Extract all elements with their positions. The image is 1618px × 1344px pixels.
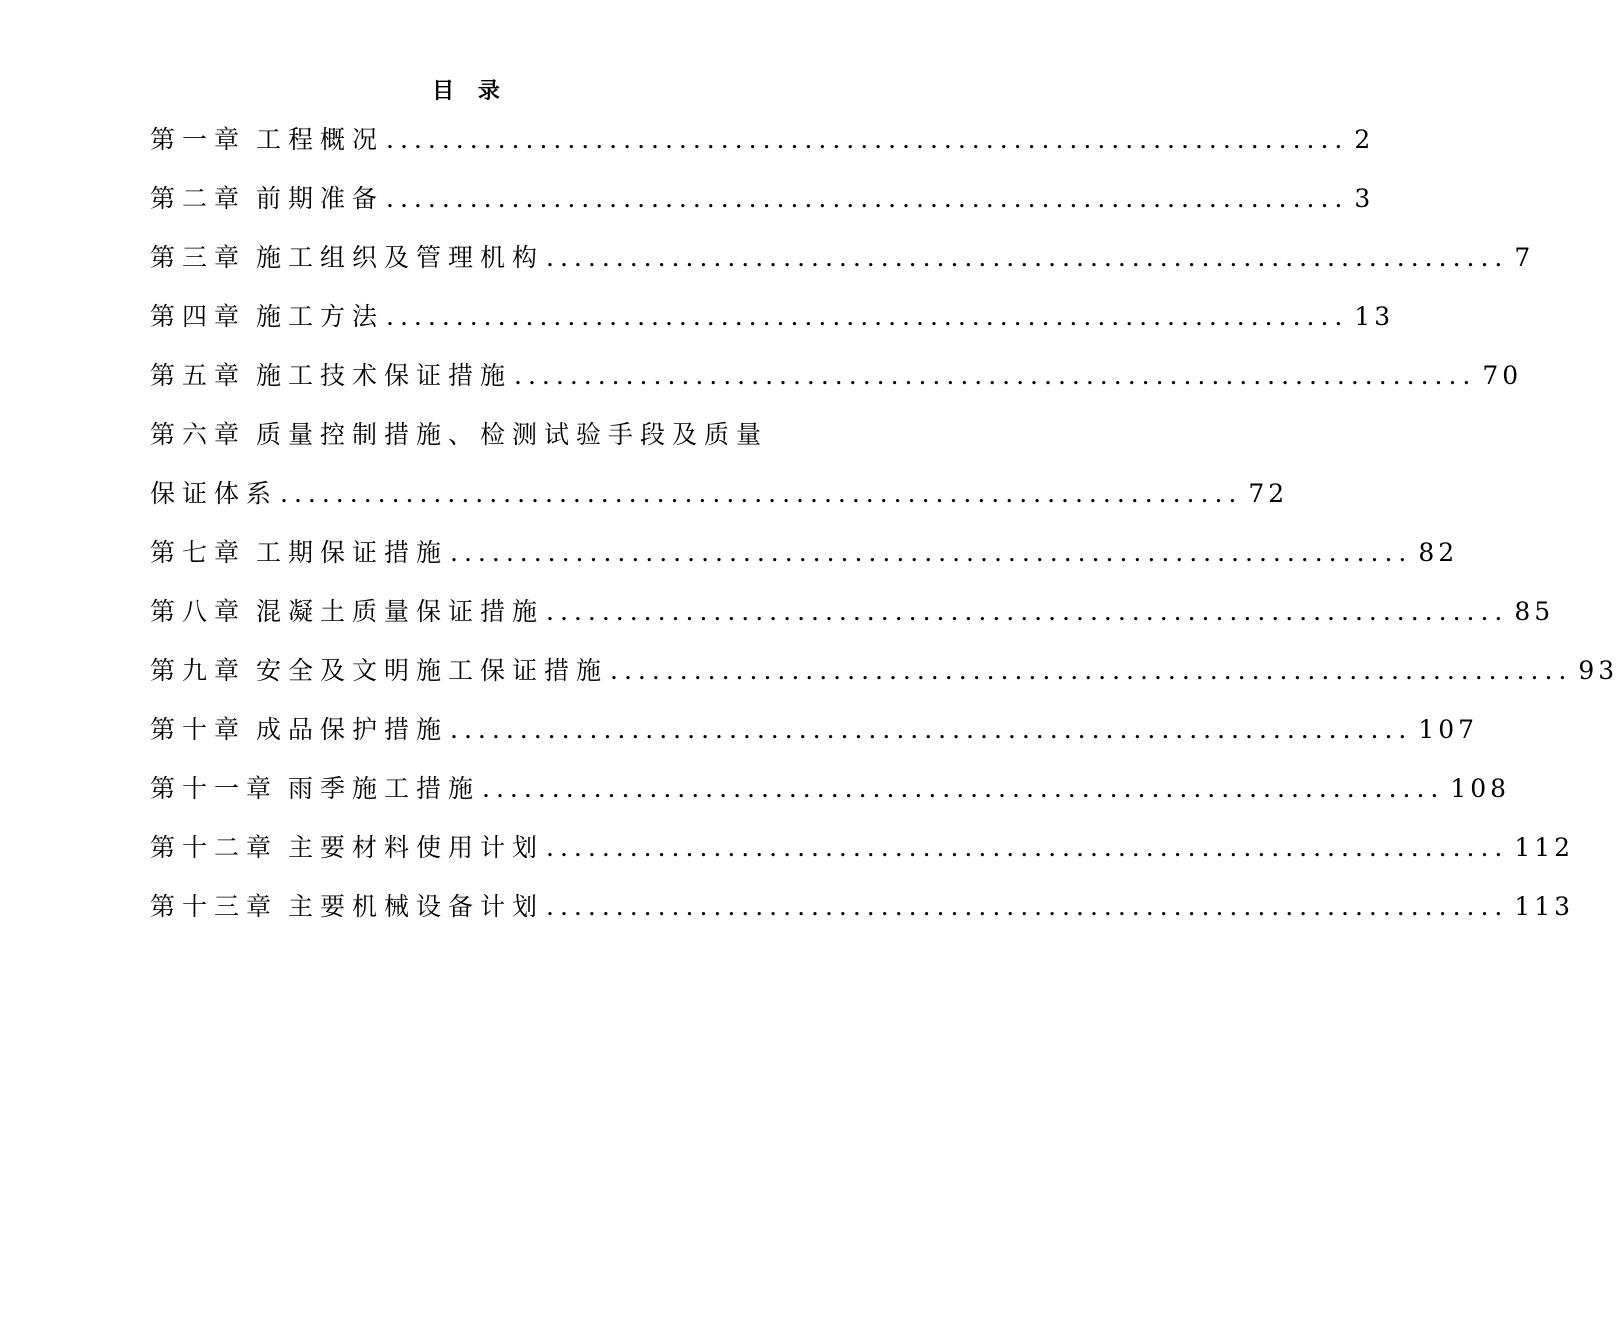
toc-entry-chapter-1[interactable]	[150, 110, 1375, 169]
toc-chapter-title: 施工组织及管理机构	[256, 243, 545, 272]
toc-dot-leader: .....................................................................	[386, 184, 1349, 213]
toc-chapter-label: 第四章	[150, 302, 247, 331]
toc-chapter-title: 前期准备	[256, 184, 385, 213]
toc-dot-leader: .....................................................................	[280, 479, 1243, 508]
toc-chapter-label: 第七章	[150, 538, 247, 567]
toc-chapter-title: 成品保护措施	[256, 715, 449, 744]
toc-page-number: 7	[1514, 243, 1535, 272]
toc-page-number: 107	[1418, 715, 1479, 744]
toc-chapter-label: 第十三章	[150, 892, 279, 921]
toc-entry-chapter-12[interactable]	[150, 818, 1575, 877]
toc-page-number: 108	[1450, 774, 1511, 803]
toc-chapter-label: 第九章	[150, 656, 247, 685]
toc-entry-chapter-11[interactable]	[150, 759, 1511, 818]
toc-chapter-title: 工期保证措施	[256, 538, 449, 567]
toc-chapter-label: 第十一章	[150, 774, 279, 803]
toc-dot-leader: .....................................................................	[546, 597, 1509, 626]
toc-page-number: 3	[1354, 184, 1375, 213]
toc-page-number: 112	[1514, 833, 1575, 862]
toc-dot-leader: .....................................................................	[546, 892, 1509, 921]
toc-chapter-label: 第二章	[150, 184, 247, 213]
toc-dot-leader: .....................................................................	[482, 774, 1445, 803]
toc-entry-chapter-2[interactable]	[150, 169, 1375, 228]
toc-chapter-title: 工程概况	[256, 125, 385, 154]
toc-page-number: 70	[1482, 361, 1523, 390]
toc-chapter-label: 第六章	[150, 420, 247, 449]
toc-page-number: 2	[1354, 125, 1375, 154]
toc-chapter-title: 施工方法	[256, 302, 385, 331]
toc-dot-leader: .....................................................................	[546, 833, 1509, 862]
toc-entry-chapter-9[interactable]	[150, 641, 1618, 700]
table-of-contents	[150, 110, 1618, 936]
toc-title: 目 录	[432, 78, 508, 104]
toc-chapter-title: 混凝土质量保证措施	[256, 597, 545, 626]
toc-chapter-title: 施工技术保证措施	[256, 361, 513, 390]
toc-chapter-label: 第一章	[150, 125, 247, 154]
toc-dot-leader: .....................................................................	[386, 302, 1349, 331]
toc-page-number: 85	[1514, 597, 1555, 626]
toc-chapter-label: 第三章	[150, 243, 247, 272]
toc-dot-leader: .....................................................................	[546, 243, 1509, 272]
toc-chapter-label: 第十二章	[150, 833, 279, 862]
toc-entry-chapter-10[interactable]	[150, 700, 1479, 759]
toc-chapter-title: 雨季施工措施	[288, 774, 481, 803]
toc-chapter-label: 第十章	[150, 715, 247, 744]
toc-page-number: 13	[1354, 302, 1395, 331]
toc-chapter-title: 安全及文明施工保证措施	[256, 656, 609, 685]
toc-chapter-title: 质量控制措施、检测试验手段及质量	[256, 420, 769, 449]
toc-page-number: 93	[1578, 656, 1618, 685]
toc-entry-chapter-6[interactable]	[150, 405, 1289, 523]
toc-chapter-label: 第八章	[150, 597, 247, 626]
toc-page-number: 82	[1418, 538, 1459, 567]
toc-dot-leader: .....................................................................	[610, 656, 1573, 685]
toc-entry-chapter-8[interactable]	[150, 582, 1555, 641]
toc-entry-chapter-7[interactable]	[150, 523, 1459, 582]
toc-entry-chapter-3[interactable]	[150, 228, 1535, 287]
toc-dot-leader: .....................................................................	[450, 538, 1413, 567]
toc-dot-leader: .....................................................................	[514, 361, 1477, 390]
toc-entry-chapter-13[interactable]	[150, 877, 1575, 936]
toc-chapter-title-continued: 保证体系	[150, 479, 279, 508]
toc-dot-leader: .....................................................................	[450, 715, 1413, 744]
toc-page-number: 113	[1514, 892, 1575, 921]
toc-entry-chapter-5[interactable]	[150, 346, 1523, 405]
toc-chapter-title: 主要材料使用计划	[288, 833, 545, 862]
toc-entry-chapter-4[interactable]	[150, 287, 1395, 346]
toc-chapter-label: 第五章	[150, 361, 247, 390]
toc-page-number: 72	[1248, 479, 1289, 508]
toc-chapter-title: 主要机械设备计划	[288, 892, 545, 921]
toc-dot-leader: .....................................................................	[386, 125, 1349, 154]
